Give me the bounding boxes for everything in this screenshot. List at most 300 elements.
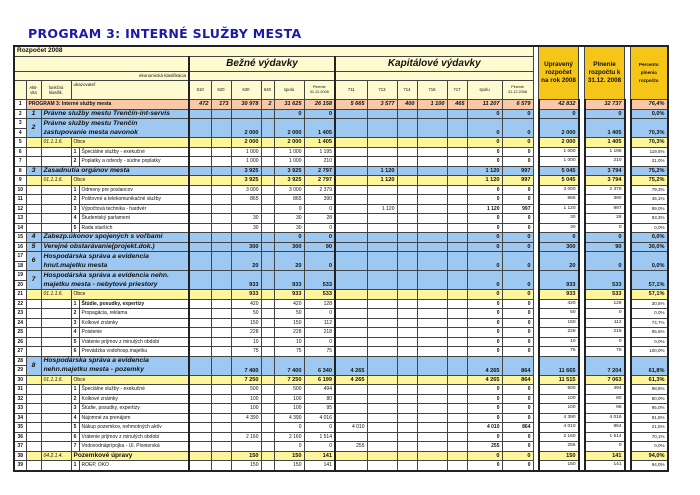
functional-label: Obce xyxy=(71,290,189,300)
value-ks: 0 xyxy=(467,461,502,471)
value-b620 xyxy=(211,271,231,290)
value-bp: 0 xyxy=(304,309,335,319)
value-bp: 0 xyxy=(304,442,335,452)
value-b640 xyxy=(261,404,274,414)
value-bp: 1 195 xyxy=(304,147,335,157)
value-bp: 26 158 xyxy=(304,100,335,110)
value-up: 75 xyxy=(539,347,579,357)
value-k717 xyxy=(447,204,467,214)
value-b630: 100 xyxy=(231,394,261,404)
value-k717 xyxy=(447,461,467,471)
value-pct: 57,1% xyxy=(631,271,668,290)
value-up: 1 120 xyxy=(539,204,579,214)
value-bs: 933 xyxy=(274,290,304,300)
row-number: 17 xyxy=(14,252,26,262)
value-pl: 390 xyxy=(585,195,625,205)
value-b610 xyxy=(189,185,211,195)
value-ks: 4 265 xyxy=(467,356,502,375)
value-kp: 0 xyxy=(502,157,533,167)
value-k717 xyxy=(447,252,467,271)
empty-cell xyxy=(26,461,41,471)
value-b640 xyxy=(261,214,274,224)
functional-label: Pozemkové úpravy xyxy=(71,451,189,461)
item-number: 6 xyxy=(71,347,79,357)
value-b620 xyxy=(211,109,231,119)
value-pl: 90 xyxy=(585,242,625,252)
value-up: 1 000 xyxy=(539,147,579,157)
empty-cell xyxy=(41,309,71,319)
value-b630: 500 xyxy=(231,385,261,395)
value-bp: 0 xyxy=(304,204,335,214)
value-ks: 0 xyxy=(467,271,502,290)
empty-cell xyxy=(41,404,71,414)
value-pct: 61,3% xyxy=(631,375,668,385)
value-k714 xyxy=(397,252,417,271)
item-number: 4 xyxy=(71,413,79,423)
table-row xyxy=(14,214,668,224)
value-bp: 533 xyxy=(304,290,335,300)
table-row xyxy=(14,442,668,452)
value-b620 xyxy=(211,318,231,328)
value-k711 xyxy=(335,166,367,176)
row-number: 10 xyxy=(14,185,26,195)
empty-cell xyxy=(26,413,41,423)
value-b630: 2 000 xyxy=(231,138,261,148)
value-bp: 6 340 xyxy=(304,356,335,375)
value-k711 xyxy=(335,157,367,167)
value-k711 xyxy=(335,318,367,328)
value-b640 xyxy=(261,385,274,395)
value-bs: 865 xyxy=(274,195,304,205)
value-ks: 0 xyxy=(467,394,502,404)
table-row xyxy=(14,223,668,233)
value-bp: 75 xyxy=(304,347,335,357)
value-bs: 0 xyxy=(274,204,304,214)
percento-header: Percento plnenia rozpočtu xyxy=(631,46,668,100)
value-b610 xyxy=(189,147,211,157)
value-k716 xyxy=(417,290,447,300)
value-up: 30 xyxy=(539,214,579,224)
table-row xyxy=(14,271,668,281)
value-b610 xyxy=(189,252,211,271)
activity-label: Zabezp.úkonov spojených s voľbami xyxy=(41,233,189,243)
value-b640 xyxy=(261,375,274,385)
value-bs: 150 xyxy=(274,318,304,328)
value-kp: 0 xyxy=(502,451,533,461)
value-kp: 0 xyxy=(502,185,533,195)
empty-cell xyxy=(26,451,41,461)
value-b640 xyxy=(261,356,274,375)
value-k711 xyxy=(335,109,367,119)
value-b630: 4 390 xyxy=(231,413,261,423)
activity-number: 8 xyxy=(26,356,41,375)
value-pl: 128 xyxy=(585,299,625,309)
value-b610 xyxy=(189,423,211,433)
activity-number: 4 xyxy=(26,233,41,243)
empty-cell xyxy=(41,385,71,395)
value-up: 3 000 xyxy=(539,185,579,195)
item-label: Propagácia, reklama xyxy=(79,309,189,319)
value-k711 xyxy=(335,242,367,252)
value-b620 xyxy=(211,423,231,433)
value-bp: 141 xyxy=(304,451,335,461)
table-row xyxy=(14,242,668,252)
value-ks: 0 xyxy=(467,451,502,461)
row-number: 13 xyxy=(14,214,26,224)
value-k717 xyxy=(447,451,467,461)
value-ks: 4 265 xyxy=(467,375,502,385)
value-up: 100 xyxy=(539,394,579,404)
activity-label: Zasadnutia orgánov mesta xyxy=(41,166,189,176)
value-kp: 0 xyxy=(502,138,533,148)
value-kp: 0 xyxy=(502,242,533,252)
value-k717 xyxy=(447,138,467,148)
value-kp: 0 xyxy=(502,394,533,404)
value-b630 xyxy=(231,204,261,214)
value-k713 xyxy=(367,423,397,433)
item-label: Kolkové známky xyxy=(79,394,189,404)
table-row xyxy=(14,451,668,461)
table-row xyxy=(14,100,668,110)
table-row xyxy=(14,138,668,148)
value-kp: 997 xyxy=(502,166,533,176)
value-b620 xyxy=(211,176,231,186)
value-up: 11 515 xyxy=(539,375,579,385)
value-k714 xyxy=(397,404,417,414)
value-pct: 75,2% xyxy=(631,166,668,176)
value-pct: 61,8% xyxy=(631,356,668,375)
empty-cell xyxy=(26,404,41,414)
value-ks: 0 xyxy=(467,147,502,157)
value-b610 xyxy=(189,451,211,461)
value-k714 xyxy=(397,442,417,452)
item-number: 3 xyxy=(71,318,79,328)
table-row xyxy=(14,299,668,309)
value-k713 xyxy=(367,242,397,252)
value-k717 xyxy=(447,185,467,195)
value-kp: 0 xyxy=(502,147,533,157)
value-ks: 0 xyxy=(467,299,502,309)
value-pct: 94,0% xyxy=(631,461,668,471)
value-b640 xyxy=(261,337,274,347)
value-up: 255 xyxy=(539,442,579,452)
empty-cell xyxy=(41,157,71,167)
value-up: 933 xyxy=(539,271,579,290)
value-k711 xyxy=(335,119,367,138)
value-b610 xyxy=(189,347,211,357)
row-number: 37 xyxy=(14,442,26,452)
value-pct: 0,0% xyxy=(631,442,668,452)
value-bs: 2 000 xyxy=(274,119,304,138)
value-up: 30 xyxy=(539,223,579,233)
value-pct: 70,3% xyxy=(631,138,668,148)
value-ks: 1 120 xyxy=(467,166,502,176)
value-k714 xyxy=(397,166,417,176)
item-number: 6 xyxy=(71,432,79,442)
empty-cell xyxy=(41,461,71,471)
empty-cell xyxy=(26,157,41,167)
value-k716 xyxy=(417,347,447,357)
value-pct: 79,3% xyxy=(631,185,668,195)
value-k711 xyxy=(335,204,367,214)
value-bp: 1 514 xyxy=(304,432,335,442)
bezne-vydavky-header: Bežné výdavky xyxy=(189,56,335,71)
empty-cell xyxy=(41,299,71,309)
row-number: 25 xyxy=(14,328,26,338)
value-b620 xyxy=(211,404,231,414)
item-number: 1 xyxy=(71,299,79,309)
value-pl: 80 xyxy=(585,394,625,404)
value-bp: 4 016 xyxy=(304,413,335,423)
value-k713 xyxy=(367,328,397,338)
value-ks: 0 xyxy=(467,328,502,338)
value-bs: 100 xyxy=(274,394,304,404)
value-k717 xyxy=(447,176,467,186)
empty-cell xyxy=(26,290,41,300)
value-kp: 0 xyxy=(502,290,533,300)
table-row xyxy=(14,166,668,176)
table-row xyxy=(14,328,668,338)
value-ks: 0 xyxy=(467,347,502,357)
value-k714 xyxy=(397,138,417,148)
value-b630: 75 xyxy=(231,347,261,357)
value-pl: 4 016 xyxy=(585,413,625,423)
item-label: Špeciálne služby - exekučné xyxy=(79,147,189,157)
activity-number: 5 xyxy=(26,242,41,252)
value-k717 xyxy=(447,166,467,176)
value-bp: 2 379 xyxy=(304,185,335,195)
value-b640: 2 xyxy=(261,100,274,110)
value-pct: 0,0% xyxy=(631,223,668,233)
kapitalove-vydavky-header: Kapitálové výdavky xyxy=(335,56,533,71)
empty-cell xyxy=(26,223,41,233)
row-number: 11 xyxy=(14,195,26,205)
value-b640 xyxy=(261,109,274,119)
value-k714 xyxy=(397,328,417,338)
value-k713: 3 577 xyxy=(367,100,397,110)
value-k717 xyxy=(447,356,467,375)
value-bp: 218 xyxy=(304,328,335,338)
table-row xyxy=(14,147,668,157)
value-k716 xyxy=(417,271,447,290)
value-pl: 533 xyxy=(585,290,625,300)
value-pct: 21,5% xyxy=(631,423,668,433)
col-header-630: 630 xyxy=(231,81,261,100)
value-pct: 80,0% xyxy=(631,394,668,404)
value-k711 xyxy=(335,328,367,338)
value-k713 xyxy=(367,413,397,423)
value-kp: 0 xyxy=(502,318,533,328)
row-number: 1 xyxy=(14,100,26,110)
value-bp: 1 405 xyxy=(304,138,335,148)
value-b620 xyxy=(211,185,231,195)
value-k714 xyxy=(397,147,417,157)
value-pl: 0 xyxy=(585,309,625,319)
item-label: Štúdie, posudky, expertízy xyxy=(79,404,189,414)
value-b640 xyxy=(261,290,274,300)
value-k711 xyxy=(335,290,367,300)
value-k714: 400 xyxy=(397,100,417,110)
table-row xyxy=(14,337,668,347)
value-k711: 4 265 xyxy=(335,375,367,385)
item-label: Poistenie xyxy=(79,328,189,338)
value-k714 xyxy=(397,299,417,309)
value-pl: 1 405 xyxy=(585,138,625,148)
value-b630: 420 xyxy=(231,299,261,309)
value-k711 xyxy=(335,176,367,186)
activity-number: 2 xyxy=(26,119,41,138)
value-k714 xyxy=(397,176,417,186)
value-k717 xyxy=(447,309,467,319)
functional-class: 01.1.1.6. xyxy=(41,375,71,385)
value-b620 xyxy=(211,157,231,167)
value-k716 xyxy=(417,404,447,414)
value-ks: 0 xyxy=(467,385,502,395)
row-number: 19 xyxy=(14,271,26,281)
empty-cell xyxy=(41,223,71,233)
value-bp: 1 405 xyxy=(304,119,335,138)
row-number: 3 xyxy=(14,119,26,129)
header-row-budget xyxy=(14,46,668,56)
activity-number: 3 xyxy=(26,166,41,176)
value-pct: 21,0% xyxy=(631,157,668,167)
value-k714 xyxy=(397,109,417,119)
value-up: 50 xyxy=(539,309,579,319)
value-bp: 0 xyxy=(304,252,335,271)
activity-label: Hospodárska správa a evidencia xyxy=(41,356,189,366)
value-b640 xyxy=(261,461,274,471)
value-k713 xyxy=(367,147,397,157)
row-number: 9 xyxy=(14,176,26,186)
value-b630: 150 xyxy=(231,461,261,471)
value-k714 xyxy=(397,214,417,224)
value-k711 xyxy=(335,271,367,290)
value-k717 xyxy=(447,195,467,205)
value-pl: 0 xyxy=(585,252,625,271)
value-k717 xyxy=(447,423,467,433)
value-b640 xyxy=(261,271,274,290)
value-k716 xyxy=(417,166,447,176)
value-k716 xyxy=(417,442,447,452)
item-label: Prevádzka vodohosp.majetku xyxy=(79,347,189,357)
value-ks: 0 xyxy=(467,337,502,347)
table-row xyxy=(14,375,668,385)
value-bs: 150 xyxy=(274,451,304,461)
value-k713 xyxy=(367,157,397,167)
value-k714 xyxy=(397,309,417,319)
aktivita-header: Akti-vita xyxy=(26,81,41,100)
row-number: 20 xyxy=(14,280,26,290)
value-k714 xyxy=(397,157,417,167)
value-ks: 0 xyxy=(467,432,502,442)
value-b640 xyxy=(261,223,274,233)
empty-cell xyxy=(26,394,41,404)
value-k716 xyxy=(417,176,447,186)
value-b610 xyxy=(189,442,211,452)
value-up: 865 xyxy=(539,195,579,205)
value-b640 xyxy=(261,413,274,423)
value-kp: 0 xyxy=(502,252,533,271)
empty-cell xyxy=(41,423,71,433)
value-bp: 95 xyxy=(304,404,335,414)
empty-cell xyxy=(26,299,41,309)
value-k716 xyxy=(417,318,447,328)
empty-cell xyxy=(26,347,41,357)
table-row xyxy=(14,157,668,167)
value-k717 xyxy=(447,242,467,252)
value-pl: 210 xyxy=(585,157,625,167)
value-bp: 128 xyxy=(304,299,335,309)
table-row xyxy=(14,290,668,300)
value-bp: 0 xyxy=(304,423,335,433)
value-bs: 3 925 xyxy=(274,176,304,186)
upraveny-header: Upravený rozpočet na rok 2008 xyxy=(539,46,579,100)
value-b610 xyxy=(189,166,211,176)
empty-cell xyxy=(41,195,71,205)
value-pct: 95,0% xyxy=(631,404,668,414)
value-k711 xyxy=(335,309,367,319)
value-k711 xyxy=(335,394,367,404)
functional-label: Obce xyxy=(71,138,189,148)
value-pct: 30,0% xyxy=(631,242,668,252)
value-k717 xyxy=(447,394,467,404)
funkcna-header: funkčná klasifik. xyxy=(41,81,71,100)
table-row xyxy=(14,204,668,214)
value-k711 xyxy=(335,337,367,347)
value-k711 xyxy=(335,138,367,148)
empty-cell xyxy=(26,432,41,442)
value-b620 xyxy=(211,204,231,214)
value-k713 xyxy=(367,290,397,300)
value-k716 xyxy=(417,413,447,423)
value-b610 xyxy=(189,223,211,233)
value-k716 xyxy=(417,109,447,119)
value-b620 xyxy=(211,309,231,319)
value-k714 xyxy=(397,318,417,328)
value-pl: 3 794 xyxy=(585,166,625,176)
value-b620 xyxy=(211,413,231,423)
value-b630: 933 xyxy=(231,290,261,300)
value-b640 xyxy=(261,252,274,271)
value-k717 xyxy=(447,347,467,357)
row-number: 30 xyxy=(14,375,26,385)
value-pl: 7 204 xyxy=(585,356,625,375)
value-bp: 0 xyxy=(304,223,335,233)
value-bs: 10 xyxy=(274,337,304,347)
value-b630: 3 925 xyxy=(231,166,261,176)
value-pct: 98,8% xyxy=(631,385,668,395)
value-b640 xyxy=(261,442,274,452)
value-k711: 4 010 xyxy=(335,423,367,433)
value-k716 xyxy=(417,157,447,167)
value-b630 xyxy=(231,423,261,433)
value-k713 xyxy=(367,309,397,319)
activity-label-cont: majetku mesta - nebytové priestory xyxy=(41,280,189,290)
value-k716 xyxy=(417,375,447,385)
empty-cell xyxy=(41,432,71,442)
value-k713 xyxy=(367,109,397,119)
item-label: Vodovodnáprípojka - Ul. Pionierská xyxy=(79,442,189,452)
value-bs: 75 xyxy=(274,347,304,357)
value-bs: 20 xyxy=(274,252,304,271)
value-bs: 500 xyxy=(274,385,304,395)
value-k713 xyxy=(367,432,397,442)
value-bs: 1 000 xyxy=(274,147,304,157)
empty-cell xyxy=(26,214,41,224)
value-kp: 0 xyxy=(502,271,533,290)
value-pct: 74,7% xyxy=(631,318,668,328)
activity-label: Hospodárska správa a evidencia xyxy=(41,252,189,262)
